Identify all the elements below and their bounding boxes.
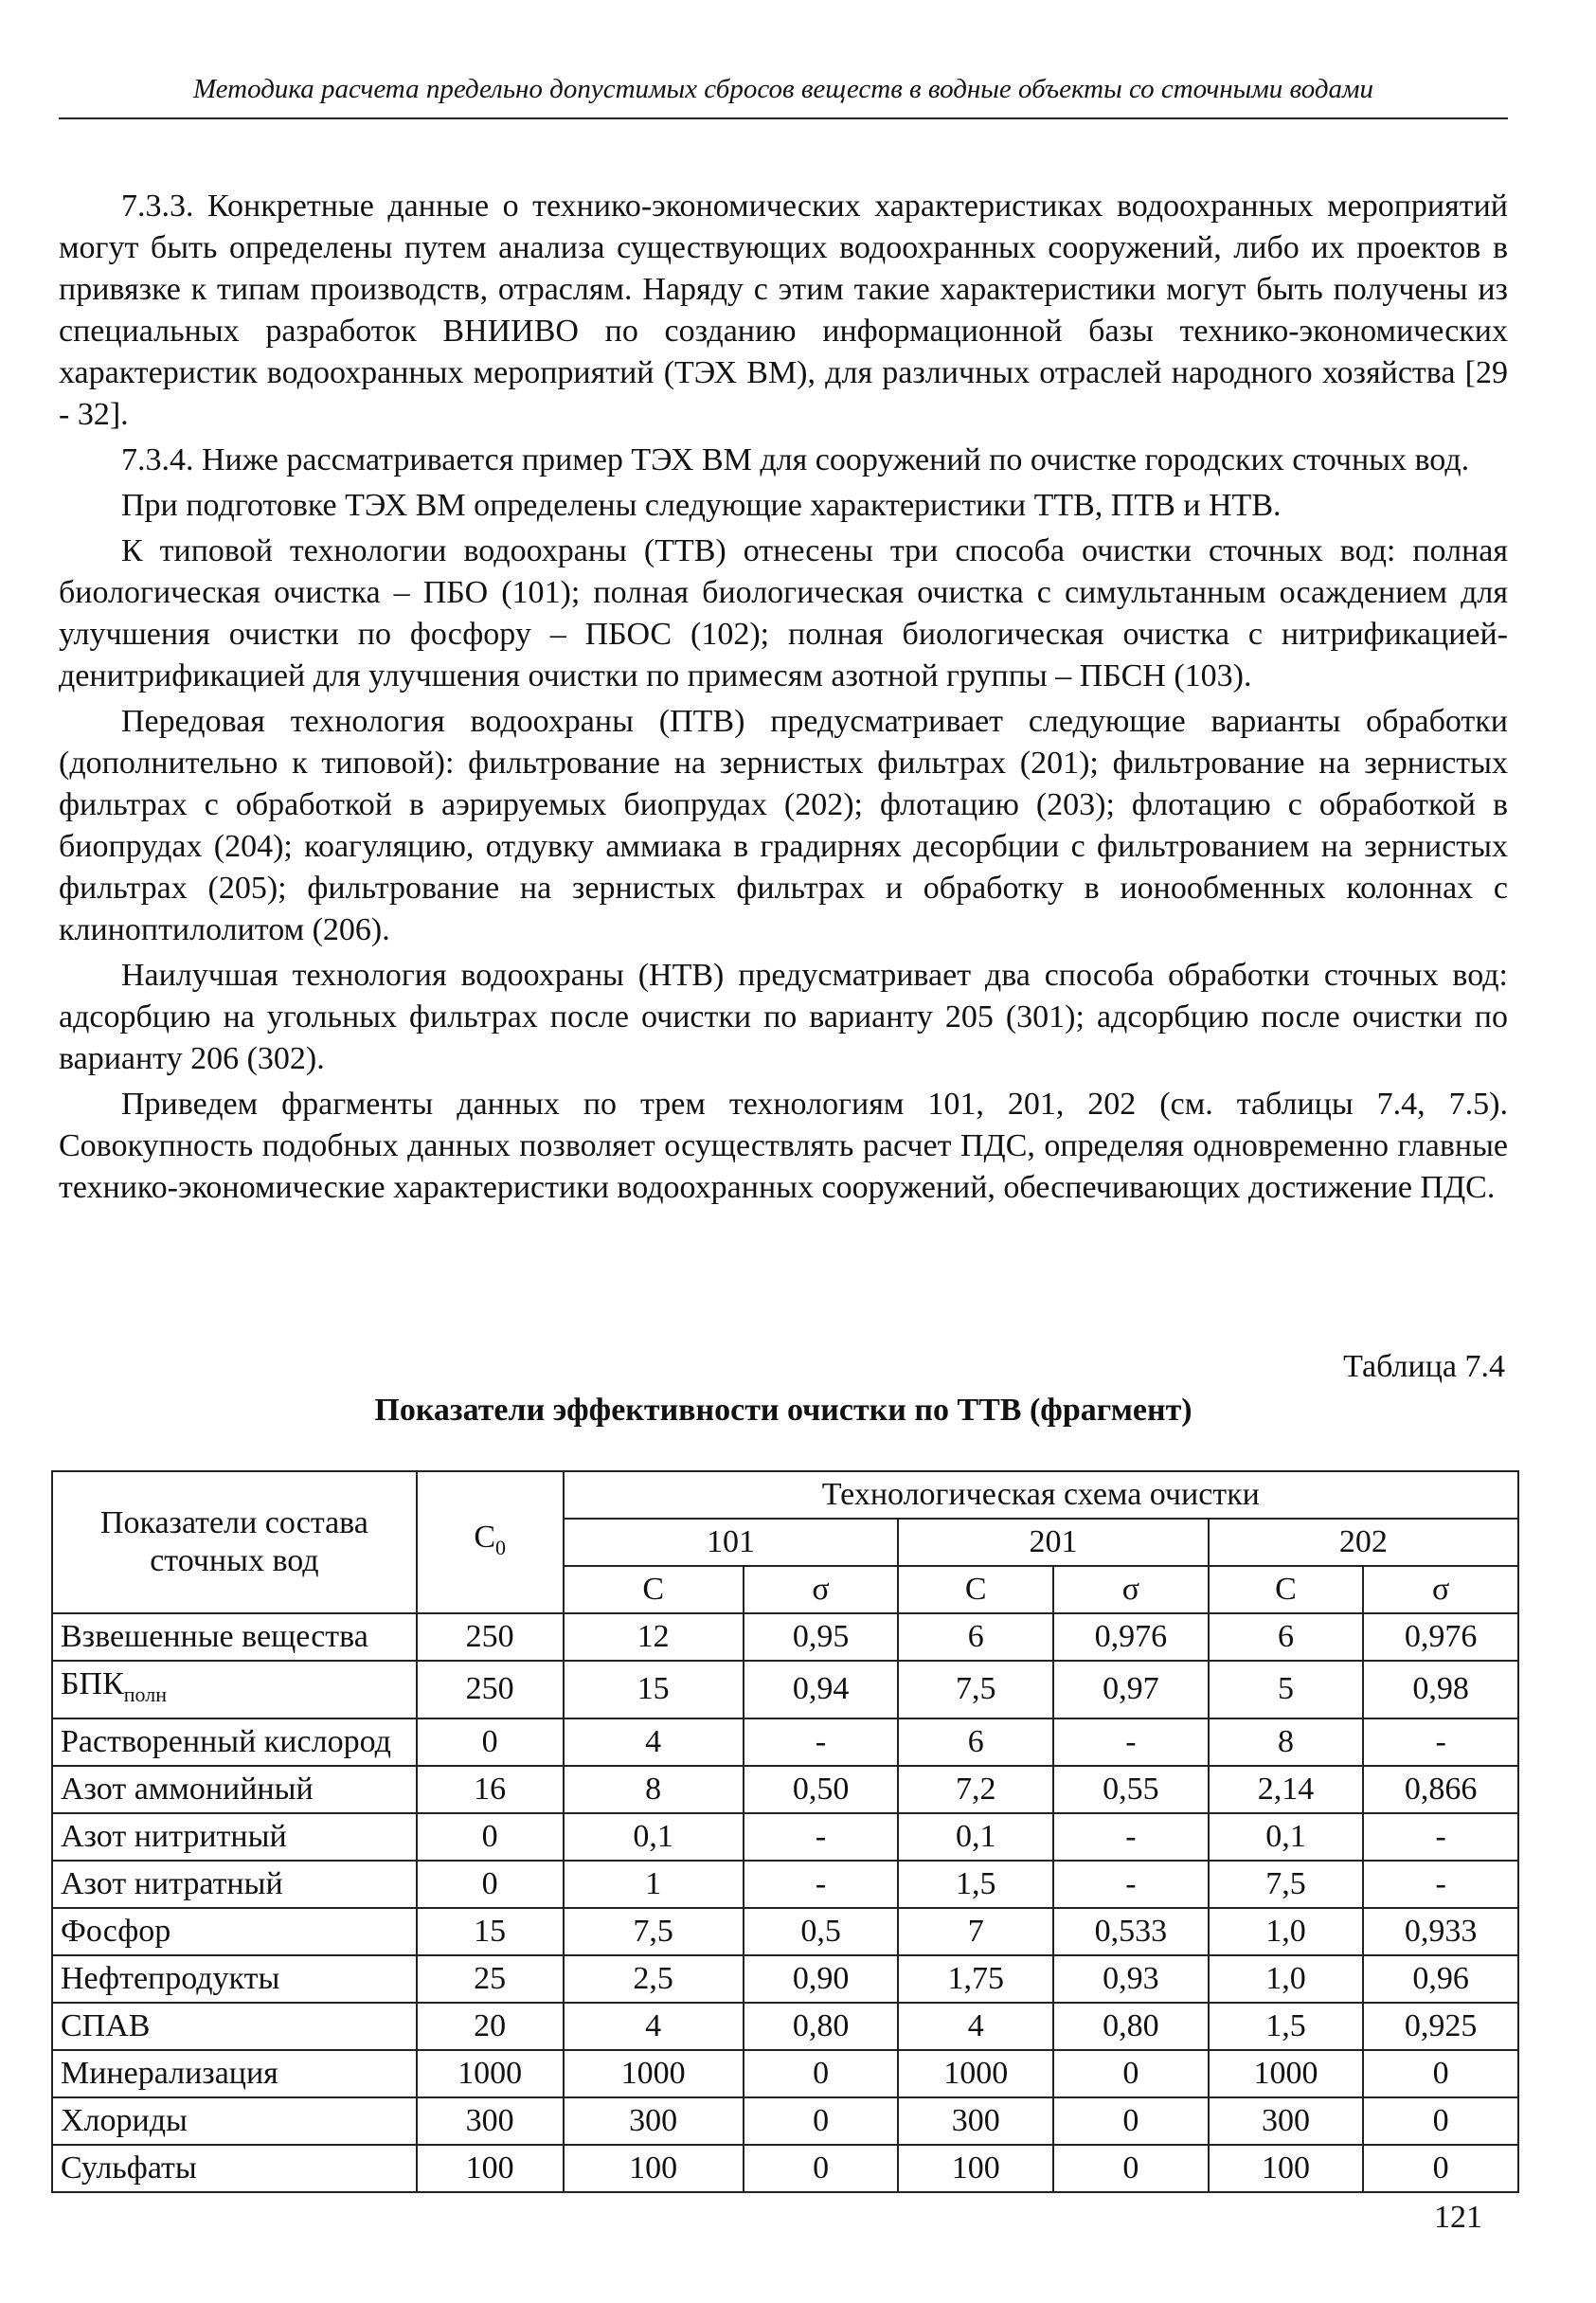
row-indicator	[52, 1861, 417, 1908]
row-indicator-text: Растворенный кислород	[61, 1723, 391, 1759]
paragraph: При подготовке ТЭХ ВМ определены следующие характеристики ТТВ, ПТВ и НТВ.	[121, 488, 1282, 523]
cell-c101: 15	[564, 1661, 744, 1718]
row-indicator	[52, 1908, 417, 1955]
header-scheme-202: 202	[1209, 1519, 1518, 1566]
row-indicator	[52, 1718, 417, 1766]
header-sigma: σ	[744, 1566, 899, 1613]
paragraph: Приведем фрагменты данных по трем технологиям 101, 201, 202 (см. таблицы 7.4, 7.5). Совокупность подобных данных позволяет осуществлять расчет ПДС, определяя одновременно главные технико-экономические характеристики водоохранных сооружений, обеспечивающих достижение ПДС.	[59, 1087, 1508, 1205]
header-scheme: Технологическая схема очистки	[564, 1471, 1518, 1519]
cell-c0: 300	[417, 2097, 564, 2145]
row-indicator	[52, 2145, 417, 2192]
cell-s202: -	[1363, 1813, 1518, 1861]
table-row	[52, 1718, 1518, 1766]
header-indicator: Показатели состава сточных вод	[52, 1471, 417, 1613]
row-indicator-subscript: полн	[123, 1682, 168, 1706]
paragraph: Наилучшая технология водоохраны (НТВ) предусматривает два способа обработки сточных вод: адсорбцию на угольных фильтрах после очистки по варианту 205 (301); адсорбцию после очистки по варианту 206 (302).	[59, 958, 1508, 1076]
cell-c0: 0	[417, 1861, 564, 1908]
row-indicator	[52, 1661, 417, 1718]
cell-s201: 0	[1053, 2097, 1209, 2145]
table-row	[52, 2050, 1518, 2097]
row-indicator-text: Азот нитритный	[61, 1818, 287, 1854]
table-row	[52, 1766, 1518, 1813]
cell-s202: 0	[1363, 2097, 1518, 2145]
cell-c202: 1000	[1209, 2050, 1364, 2097]
row-indicator-text: Минерализация	[61, 2055, 278, 2091]
cell-s201: -	[1053, 1861, 1209, 1908]
cell-s201: 0,97	[1053, 1661, 1209, 1718]
cell-c201: 300	[898, 2097, 1053, 2145]
running-header: Методика расчета предельно допустимых сбросов веществ в водные объекты со сточными водами	[192, 74, 1374, 104]
header-scheme-101: 101	[564, 1519, 899, 1566]
cell-c0: 1000	[417, 2050, 564, 2097]
cell-s202: 0,866	[1363, 1766, 1518, 1813]
cell-c101: 0,1	[564, 1813, 744, 1861]
cell-s201: -	[1053, 1813, 1209, 1861]
cell-c0: 0	[417, 1718, 564, 1766]
cell-s101: 0	[744, 2097, 899, 2145]
cell-c0: 16	[417, 1766, 564, 1813]
cell-c201: 4	[898, 2003, 1053, 2050]
paragraph: Передовая технология водоохраны (ПТВ) предусматривает следующие варианты обработки (дополнительно к типовой): фильтрование на зернистых фильтрах (201); фильтрование на зернистых фильтрах с обработкой в аэрируемых биопрудах (202); флотацию (203); флотацию с обработкой в биопрудах (204); коагуляцию, отдувку аммиака в градирнях десорбции с фильтрованием на зернистых фильтрах (205); фильтрование на зернистых фильтрах и обработку в ионообменных колоннах с клиноптилолитом (206).	[59, 704, 1508, 947]
cell-s101: 0	[744, 2050, 899, 2097]
cell-c101: 1	[564, 1861, 744, 1908]
cell-c202: 7,5	[1209, 1861, 1364, 1908]
header-scheme-201: 201	[898, 1519, 1208, 1566]
row-indicator	[52, 1955, 417, 2003]
cell-s202: 0	[1363, 2050, 1518, 2097]
cell-c0: 100	[417, 2145, 564, 2192]
cell-c202: 300	[1209, 2097, 1364, 2145]
cell-s202: 0,98	[1363, 1661, 1518, 1718]
row-indicator-text: СПАВ	[61, 2007, 151, 2043]
cell-c0: 250	[417, 1661, 564, 1718]
row-indicator-text: Фосфор	[61, 1913, 171, 1949]
row-indicator-text: БПК	[61, 1666, 124, 1701]
cell-c101: 7,5	[564, 1908, 744, 1955]
table-caption: Таблица 7.4	[1343, 1349, 1505, 1384]
cell-c101: 8	[564, 1766, 744, 1813]
header-c: C	[564, 1566, 744, 1613]
cell-c201: 6	[898, 1718, 1053, 1766]
header-sigma: σ	[1053, 1566, 1209, 1613]
cell-s201: -	[1053, 1718, 1209, 1766]
row-indicator	[52, 1766, 417, 1813]
header-c0-main: C	[474, 1519, 496, 1555]
cell-c201: 1000	[898, 2050, 1053, 2097]
cell-c201: 6	[898, 1613, 1053, 1661]
cell-c202: 1,5	[1209, 2003, 1364, 2050]
row-indicator	[52, 2050, 417, 2097]
cell-c201: 7,2	[898, 1766, 1053, 1813]
cell-s201: 0	[1053, 2145, 1209, 2192]
header-c0	[417, 1471, 564, 1613]
body-text	[59, 186, 1508, 1213]
cell-s202: -	[1363, 1861, 1518, 1908]
cell-s202: 0,96	[1363, 1955, 1518, 2003]
row-indicator-text: Взвешенные вещества	[61, 1619, 368, 1654]
cell-c101: 1000	[564, 2050, 744, 2097]
cell-s202: 0	[1363, 2145, 1518, 2192]
row-indicator-text: Азот аммонийный	[61, 1771, 314, 1807]
row-indicator-text: Хлориды	[61, 2102, 188, 2138]
table-row	[52, 1955, 1518, 2003]
table-row	[52, 1613, 1518, 1661]
cell-c201: 7,5	[898, 1661, 1053, 1718]
cell-c0: 25	[417, 1955, 564, 2003]
cell-c101: 100	[564, 2145, 744, 2192]
cell-c0: 0	[417, 1813, 564, 1861]
header-c: C	[898, 1566, 1053, 1613]
cell-c0: 250	[417, 1613, 564, 1661]
cell-s202: 0,933	[1363, 1908, 1518, 1955]
cell-c0: 20	[417, 2003, 564, 2050]
row-indicator-text: Сульфаты	[61, 2150, 197, 2186]
cell-c201: 7	[898, 1908, 1053, 1955]
header-c: C	[1209, 1566, 1364, 1613]
cell-s101: 0,50	[744, 1766, 899, 1813]
table-row	[52, 1813, 1518, 1861]
efficiency-table	[51, 1470, 1519, 2193]
page-number: 121	[1434, 2200, 1482, 2235]
row-indicator-text: Нефтепродукты	[61, 1960, 280, 1996]
cell-c202: 1,0	[1209, 1908, 1364, 1955]
cell-s201: 0,93	[1053, 1955, 1209, 2003]
header-c0-sub: 0	[495, 1535, 507, 1559]
cell-c202: 100	[1209, 2145, 1364, 2192]
cell-s201: 0	[1053, 2050, 1209, 2097]
cell-c202: 2,14	[1209, 1766, 1364, 1813]
paragraph: 7.3.4. Ниже рассматривается пример ТЭХ ВМ для сооружений по очистке городских сточных вод.	[121, 442, 1470, 477]
table-row	[52, 1861, 1518, 1908]
cell-s101: -	[744, 1718, 899, 1766]
cell-c0: 15	[417, 1908, 564, 1955]
cell-c202: 6	[1209, 1613, 1364, 1661]
table-row	[52, 1908, 1518, 1955]
table-row	[52, 1661, 1518, 1718]
cell-s202: 0,976	[1363, 1613, 1518, 1661]
cell-c201: 1,75	[898, 1955, 1053, 2003]
table-row	[52, 2097, 1518, 2145]
cell-c202: 8	[1209, 1718, 1364, 1766]
cell-s201: 0,55	[1053, 1766, 1209, 1813]
cell-c101: 12	[564, 1613, 744, 1661]
cell-s202: -	[1363, 1718, 1518, 1766]
table-body	[52, 1613, 1518, 2192]
cell-c201: 1,5	[898, 1861, 1053, 1908]
cell-c101: 4	[564, 1718, 744, 1766]
cell-s101: 0,95	[744, 1613, 899, 1661]
cell-c202: 0,1	[1209, 1813, 1364, 1861]
row-indicator	[52, 1613, 417, 1661]
row-indicator	[52, 2097, 417, 2145]
cell-s101: -	[744, 1813, 899, 1861]
cell-c202: 5	[1209, 1661, 1364, 1718]
cell-c101: 4	[564, 2003, 744, 2050]
cell-s202: 0,925	[1363, 2003, 1518, 2050]
paragraph: К типовой технологии водоохраны (ТТВ) отнесены три способа очистки сточных вод: полная биологическая очистка – ПБО (101); полная биологическая очистка с симультанным осаждением для улучшения очистки по фосфору – ПБОС (102); полная биологическая очистка с нитрификацией-денитрификацией для улучшения очистки по примесям азотной группы – ПБСН (103).	[59, 533, 1508, 693]
header-sigma: σ	[1363, 1566, 1518, 1613]
cell-s101: 0,5	[744, 1908, 899, 1955]
table-row	[52, 2145, 1518, 2192]
header-rule	[59, 117, 1508, 119]
cell-c201: 0,1	[898, 1813, 1053, 1861]
cell-s101: 0,80	[744, 2003, 899, 2050]
cell-c201: 100	[898, 2145, 1053, 2192]
cell-s201: 0,80	[1053, 2003, 1209, 2050]
cell-c101: 2,5	[564, 1955, 744, 2003]
cell-s101: 0,94	[744, 1661, 899, 1718]
paragraph: 7.3.3. Конкретные данные о технико-экономических характеристиках водоохранных мероприятий могут быть определены путем анализа существующих водоохранных сооружений, либо их проектов в привязке к типам производств, отраслям. Наряду с этим такие характеристики могут быть получены из специальных разработок ВНИИВО по созданию информационной базы технико-экономических характеристик водоохранных мероприятий (ТЭХ ВМ), для различных отраслей народного хозяйства [29 - 32].	[59, 189, 1508, 432]
cell-s101: -	[744, 1861, 899, 1908]
cell-c101: 300	[564, 2097, 744, 2145]
table-row	[52, 2003, 1518, 2050]
row-indicator	[52, 2003, 417, 2050]
cell-s201: 0,533	[1053, 1908, 1209, 1955]
cell-c202: 1,0	[1209, 1955, 1364, 2003]
cell-s101: 0,90	[744, 1955, 899, 2003]
cell-s201: 0,976	[1053, 1613, 1209, 1661]
cell-s101: 0	[744, 2145, 899, 2192]
row-indicator-text: Азот нитратный	[61, 1865, 283, 1901]
row-indicator	[52, 1813, 417, 1861]
table-title: Показатели эффективности очистки по ТТВ (фрагмент)	[374, 1393, 1193, 1428]
